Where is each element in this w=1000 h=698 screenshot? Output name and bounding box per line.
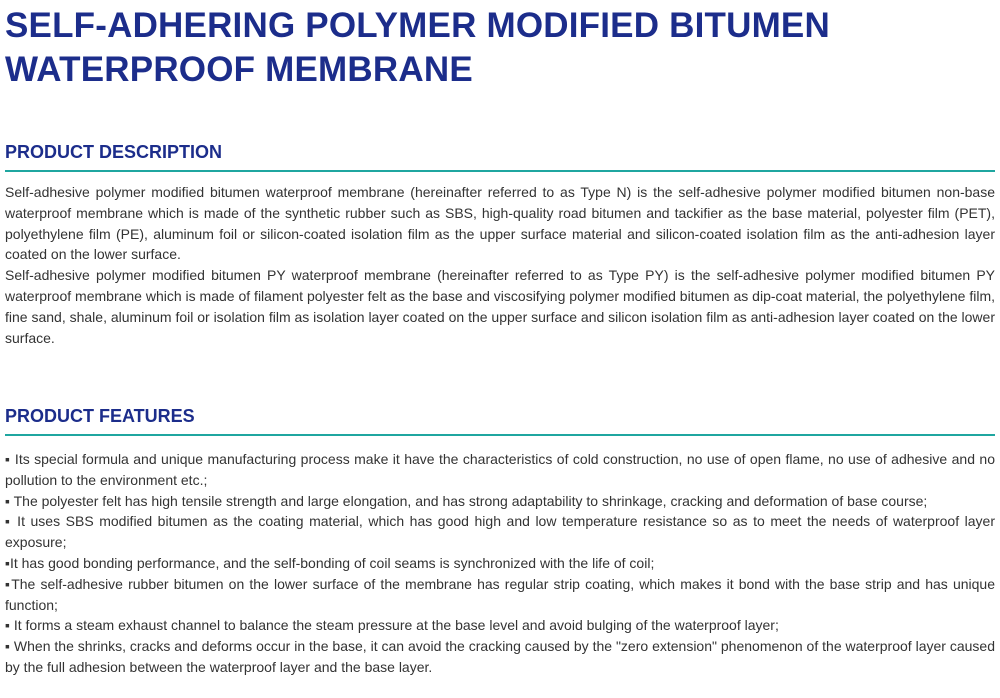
list-item: ▪ It uses SBS modified bitumen as the coating material, which has good high and low temperature resistance so as to meet the needs of waterproof layer exposure; bbox=[5, 513, 995, 551]
list-item: ▪ Its special formula and unique manufacturing process make it have the characteristics of cold construction, no use of open flame, no use of adhesive and no pollution to the environment etc.; bbox=[5, 451, 995, 488]
list-item: ▪It has good bonding performance, and the self-bonding of coil seams is synchronized with the life of coil; bbox=[5, 554, 655, 571]
list-item: ▪ When the shrinks, cracks and deforms occur in the base, it can avoid the cracking caused by the "zero extension" phenomenon of the waterproof layer caused by the full adhesion between the waterproof layer and the base layer. bbox=[5, 638, 995, 675]
description-body bbox=[5, 182, 995, 348]
section-divider-description bbox=[5, 170, 995, 172]
list-item: ▪The self-adhesive rubber bitumen on the lower surface of the membrane has regular strip coating, which makes it bond with the base strip and has unique function; bbox=[5, 575, 995, 613]
page-title: SELF-ADHERING POLYMER MODIFIED BITUMEN WATERPROOF MEMBRANE bbox=[5, 6, 830, 89]
description-paragraph: Self-adhesive polymer modified bitumen PY waterproof membrane (hereinafter referred to as Type PY) is the self-adhesive polymer modified bitumen PY waterproof membrane which is made of filament polyester felt as the base and viscosifying polymer modified bitumen as dip-coat material, the polyethylene film, fine sand, shale, aluminum foil or isolation film as isolation layer coated on the upper surface and silicon isolation film as anti-adhesion layer coated on the lower surface. bbox=[5, 267, 995, 346]
list-item: ▪ The polyester felt has high tensile strength and large elongation, and has strong adaptability to shrinkage, cracking and deformation of base course; bbox=[5, 492, 928, 509]
list-item: ▪ It forms a steam exhaust channel to balance the steam pressure at the base level and avoid bulging of the waterproof layer; bbox=[5, 617, 779, 634]
features-list bbox=[5, 449, 995, 678]
section-divider-features bbox=[5, 434, 995, 436]
description-paragraph: Self-adhesive polymer modified bitumen waterproof membrane (hereinafter referred to as Type N) is the self-adhesive polymer modified bitumen non-base waterproof membrane which is made of the synthetic rubber such as SBS, high-quality road bitumen and tackifier as the base material, polyester film (PET), polyethylene film (PE), aluminum foil or silicon-coated isolation film as the upper surface material and silicon-coated isolation film as the anti-adhesion layer coated on the lower surface. bbox=[5, 184, 995, 263]
section-heading-description: PRODUCT DESCRIPTION bbox=[5, 142, 223, 162]
section-heading-features: PRODUCT FEATURES bbox=[5, 406, 195, 426]
